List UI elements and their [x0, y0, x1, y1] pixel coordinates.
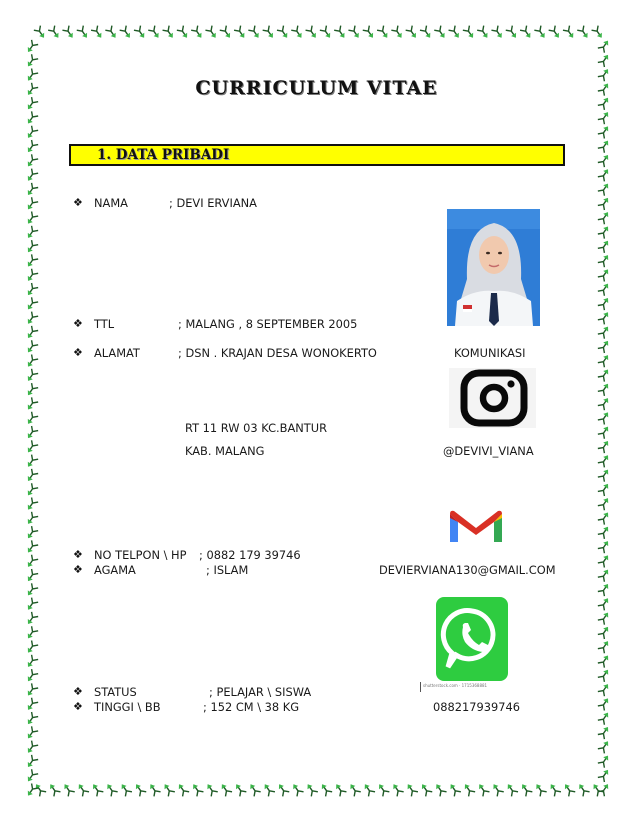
- border-arrow: [25, 784, 38, 798]
- border-arrow: [25, 226, 38, 240]
- border-arrow: [406, 26, 419, 40]
- border-arrow: [25, 712, 38, 726]
- border-arrow: [463, 26, 476, 40]
- border-arrow: [25, 40, 38, 54]
- border-arrow: [598, 567, 611, 581]
- border-arrow: [598, 696, 611, 710]
- bullet-icon: ❖: [73, 563, 83, 576]
- border-arrow: [598, 224, 611, 238]
- border-arrow: [248, 26, 261, 40]
- border-arrow: [25, 626, 38, 640]
- border-arrow: [598, 124, 611, 138]
- border-arrow: [25, 512, 38, 526]
- border-arrow: [25, 240, 38, 254]
- border-arrow: [598, 753, 611, 767]
- border-arrow: [598, 181, 611, 195]
- whatsapp-number: 088217939746: [433, 700, 520, 714]
- border-arrow: [25, 669, 38, 683]
- field-label-alamat: ALAMAT: [94, 346, 140, 360]
- border-arrow: [25, 469, 38, 483]
- border-arrow: [320, 26, 333, 40]
- field-value-telpon: ; 0882 179 39746: [199, 548, 301, 562]
- border-arrow: [419, 782, 432, 796]
- border-arrow: [598, 553, 611, 567]
- border-arrow: [598, 196, 611, 210]
- border-arrow: [133, 782, 146, 796]
- field-value-agama: ; ISLAM: [206, 563, 249, 577]
- border-arrow: [598, 253, 611, 267]
- border-arrow: [77, 26, 90, 40]
- border-arrow: [598, 653, 611, 667]
- border-arrow: [25, 726, 38, 740]
- border-arrow: [163, 26, 176, 40]
- border-arrow: [598, 739, 611, 753]
- border-arrow: [462, 782, 475, 796]
- border-arrow: [334, 26, 347, 40]
- border-arrow: [592, 26, 605, 40]
- border-arrow: [25, 126, 38, 140]
- profile-photo: [447, 209, 540, 326]
- border-arrow: [25, 412, 38, 426]
- document-title: CURRICULUM VITAE: [195, 77, 438, 99]
- border-arrow: [598, 782, 611, 796]
- contact-heading: KOMUNIKASI: [454, 346, 526, 360]
- address-line-2: KAB. MALANG: [185, 444, 265, 458]
- border-arrow: [598, 153, 611, 167]
- border-arrow: [25, 169, 38, 183]
- bullet-icon: ❖: [73, 685, 83, 698]
- border-arrow: [25, 183, 38, 197]
- field-value-ttl: ; MALANG , 8 SEPTEMBER 2005: [178, 317, 358, 331]
- border-arrow: [598, 582, 611, 596]
- border-arrow: [505, 782, 518, 796]
- border-arrow: [598, 296, 611, 310]
- border-arrow: [25, 455, 38, 469]
- border-arrow: [598, 53, 611, 67]
- bullet-icon: ❖: [73, 317, 83, 330]
- border-arrow: [247, 782, 260, 796]
- border-arrow: [434, 26, 447, 40]
- bullet-icon: ❖: [73, 548, 83, 561]
- border-arrow: [25, 483, 38, 497]
- border-arrow: [25, 283, 38, 297]
- border-arrow: [598, 424, 611, 438]
- border-arrow: [104, 782, 117, 796]
- border-arrow: [25, 254, 38, 268]
- border-arrow: [433, 782, 446, 796]
- field-value-status: ; PELAJAR \ SISWA: [209, 685, 312, 699]
- bullet-icon: ❖: [73, 196, 83, 209]
- field-label-agama: AGAMA: [94, 563, 136, 577]
- border-arrow: [563, 26, 576, 40]
- border-arrow: [33, 782, 46, 796]
- border-arrow: [598, 524, 611, 538]
- border-arrow: [290, 782, 303, 796]
- border-arrow: [562, 782, 575, 796]
- border-arrow: [477, 26, 490, 40]
- border-arrow: [25, 197, 38, 211]
- border-arrow: [598, 768, 611, 782]
- border-arrow: [25, 641, 38, 655]
- border-arrow: [148, 26, 161, 40]
- border-arrow: [333, 782, 346, 796]
- border-arrow: [598, 596, 611, 610]
- border-arrow: [598, 396, 611, 410]
- border-arrow: [319, 782, 332, 796]
- border-arrow: [598, 710, 611, 724]
- border-arrow: [25, 526, 38, 540]
- border-arrow: [25, 769, 38, 783]
- border-arrow: [120, 26, 133, 40]
- border-arrow: [598, 682, 611, 696]
- border-arrow: [598, 138, 611, 152]
- border-arrow: [25, 498, 38, 512]
- border-arrow: [25, 111, 38, 125]
- border-arrow: [263, 26, 276, 40]
- field-label-telpon: NO TELPON \ HP: [94, 548, 187, 562]
- border-arrow: [25, 54, 38, 68]
- border-arrow: [598, 238, 611, 252]
- border-arrow: [598, 210, 611, 224]
- border-arrow: [25, 140, 38, 154]
- border-arrow: [306, 26, 319, 40]
- border-arrow: [234, 26, 247, 40]
- border-arrow: [291, 26, 304, 40]
- border-arrow: [47, 782, 60, 796]
- border-arrow: [25, 741, 38, 755]
- border-arrow: [91, 26, 104, 40]
- border-arrow: [598, 610, 611, 624]
- border-arrow: [25, 755, 38, 769]
- border-arrow: [598, 267, 611, 281]
- border-arrow: [598, 625, 611, 639]
- border-arrow: [276, 782, 289, 796]
- whatsapp-icon: [436, 597, 508, 681]
- border-arrow: [598, 496, 611, 510]
- border-arrow: [376, 782, 389, 796]
- border-arrow: [25, 698, 38, 712]
- border-arrow: [105, 26, 118, 40]
- border-arrow: [598, 110, 611, 124]
- border-arrow: [204, 782, 217, 796]
- border-arrow: [598, 439, 611, 453]
- instagram-icon: [449, 368, 536, 428]
- border-arrow: [598, 467, 611, 481]
- border-arrow: [449, 26, 462, 40]
- border-arrow: [405, 782, 418, 796]
- field-label-nama: NAMA: [94, 196, 128, 210]
- border-arrow: [62, 26, 75, 40]
- border-arrow: [598, 725, 611, 739]
- field-label-status: STATUS: [94, 685, 137, 699]
- field-value-nama: ; DEVI ERVIANA: [169, 196, 257, 210]
- border-arrow: [205, 26, 218, 40]
- border-arrow: [25, 355, 38, 369]
- border-arrow: [598, 410, 611, 424]
- address-line-1: RT 11 RW 03 KC.BANTUR: [185, 421, 327, 435]
- border-arrow: [76, 782, 89, 796]
- border-arrow: [25, 683, 38, 697]
- border-arrow: [491, 26, 504, 40]
- border-arrow: [147, 782, 160, 796]
- border-arrow: [598, 453, 611, 467]
- instagram-handle: @DEVIVI_VIANA: [443, 444, 534, 458]
- border-arrow: [25, 655, 38, 669]
- border-arrow: [598, 482, 611, 496]
- border-arrow: [598, 310, 611, 324]
- border-arrow: [549, 26, 562, 40]
- border-arrow: [277, 26, 290, 40]
- border-arrow: [25, 383, 38, 397]
- field-label-tinggi: TINGGI \ BB: [94, 700, 161, 714]
- border-arrow: [25, 583, 38, 597]
- border-arrow: [219, 782, 232, 796]
- border-arrow: [348, 26, 361, 40]
- border-arrow: [176, 782, 189, 796]
- border-arrow: [25, 540, 38, 554]
- email-address: DEVIERVIANA130@GMAIL.COM: [379, 563, 556, 577]
- gmail-icon: [448, 508, 504, 544]
- border-arrow: [598, 667, 611, 681]
- border-arrow: [347, 782, 360, 796]
- border-arrow: [598, 539, 611, 553]
- border-arrow: [577, 26, 590, 40]
- border-arrow: [520, 26, 533, 40]
- border-arrow: [25, 397, 38, 411]
- field-value-tinggi: ; 152 CM \ 38 KG: [203, 700, 300, 714]
- border-arrow: [25, 426, 38, 440]
- border-arrow: [304, 782, 317, 796]
- border-arrow: [576, 782, 589, 796]
- border-arrow: [25, 369, 38, 383]
- border-arrow: [362, 782, 375, 796]
- border-arrow: [598, 367, 611, 381]
- divider-mark: [420, 682, 421, 692]
- border-arrow: [25, 340, 38, 354]
- stock-caption: shutterstock.com · 1715368881: [423, 683, 488, 688]
- border-arrow: [25, 555, 38, 569]
- border-arrow: [34, 26, 47, 40]
- border-arrow: [161, 782, 174, 796]
- border-arrow: [598, 38, 611, 52]
- border-arrow: [598, 381, 611, 395]
- border-arrow: [377, 26, 390, 40]
- border-arrow: [25, 612, 38, 626]
- border-arrow: [598, 339, 611, 353]
- field-value-alamat: ; DSN . KRAJAN DESA WONOKERTO: [178, 346, 377, 360]
- border-arrow: [191, 26, 204, 40]
- border-arrow: [48, 26, 61, 40]
- section-heading-data-pribadi: 1. DATA PRIBADI: [69, 144, 565, 166]
- border-arrow: [598, 639, 611, 653]
- border-arrow: [598, 510, 611, 524]
- border-arrow: [548, 782, 561, 796]
- border-arrow: [220, 26, 233, 40]
- border-arrow: [25, 440, 38, 454]
- border-arrow: [61, 782, 74, 796]
- border-arrow: [25, 269, 38, 283]
- border-arrow: [590, 782, 603, 796]
- border-arrow: [262, 782, 275, 796]
- border-arrow: [25, 326, 38, 340]
- border-arrow: [134, 26, 147, 40]
- border-arrow: [534, 26, 547, 40]
- border-arrow: [25, 569, 38, 583]
- border-arrow: [363, 26, 376, 40]
- border-arrow: [598, 353, 611, 367]
- border-arrow: [25, 97, 38, 111]
- border-arrow: [598, 167, 611, 181]
- border-arrow: [25, 212, 38, 226]
- field-label-ttl: TTL: [94, 317, 115, 331]
- border-arrow: [390, 782, 403, 796]
- border-arrow: [420, 26, 433, 40]
- border-arrow: [476, 782, 489, 796]
- border-arrow: [119, 782, 132, 796]
- border-arrow: [25, 154, 38, 168]
- border-arrow: [391, 26, 404, 40]
- border-arrow: [25, 598, 38, 612]
- border-arrow: [533, 782, 546, 796]
- border-arrow: [519, 782, 532, 796]
- border-arrow: [25, 312, 38, 326]
- border-arrow: [598, 281, 611, 295]
- bullet-icon: ❖: [73, 700, 83, 713]
- bullet-icon: ❖: [73, 346, 83, 359]
- border-arrow: [598, 324, 611, 338]
- border-arrow: [90, 782, 103, 796]
- border-arrow: [177, 26, 190, 40]
- border-arrow: [506, 26, 519, 40]
- border-arrow: [490, 782, 503, 796]
- border-arrow: [25, 297, 38, 311]
- border-arrow: [190, 782, 203, 796]
- border-arrow: [447, 782, 460, 796]
- border-arrow: [233, 782, 246, 796]
